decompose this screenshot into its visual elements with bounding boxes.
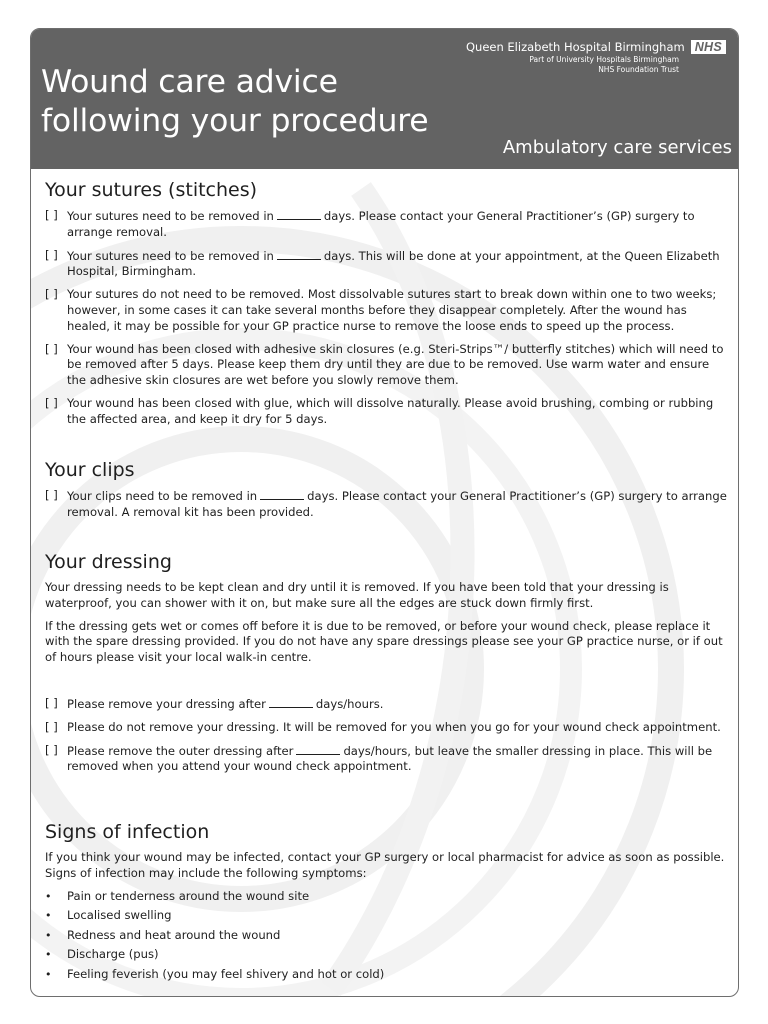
- clips-heading: Your clips: [45, 459, 135, 481]
- dressing-paragraph-1: Your dressing needs to be kept clean and dry until it is removed. If you have been told that your dressing is waterproof, you can shower with it on, but make sure all the edges are stuck down firmly first.: [45, 580, 669, 610]
- checklist-item: [45, 696, 729, 713]
- infection-paragraph: If you think your wound may be infected, contact your GP surgery or local pharmacist for advice as soon as possible. Signs of infection may include the following symptoms:: [45, 850, 725, 880]
- infection-heading: Signs of infection: [45, 821, 210, 843]
- trust-line-2: NHS Foundation Trust: [598, 65, 679, 74]
- bullet-icon: •: [45, 948, 52, 962]
- nhs-logo: NHS: [691, 40, 726, 54]
- dressing-paragraph-2: If the dressing gets wet or comes off before it is due to be removed, or before your wound check, please replace it with the spare dressing provided. If you do not have any spare dressings please see your GP practice nurse, or if out of hours please visit your local walk-in centre.: [45, 618, 723, 665]
- list-item: [45, 908, 729, 924]
- fill-in-blank[interactable]: [269, 696, 313, 708]
- infection-section: [45, 821, 729, 986]
- symptom-text: Discharge (pus): [67, 947, 159, 962]
- list-item: [45, 889, 729, 905]
- hospital-name: Queen Elizabeth Hospital Birmingham: [465, 40, 685, 54]
- clips-section: [45, 459, 729, 528]
- dressing-heading: Your dressing: [45, 551, 172, 573]
- document-body: [31, 169, 738, 996]
- checklist-item: [45, 396, 729, 428]
- dressing-section: [45, 551, 729, 782]
- item-text: Your clips need to be removed in: [67, 489, 258, 503]
- checkbox-bracket[interactable]: [ ]: [45, 719, 58, 734]
- item-text: days. Please contact your General Practitioner’s (GP) surgery to arrange removal. A removal kit has been provided.: [67, 489, 727, 519]
- item-text: days/hours, but leave the smaller dressing in place. This will be removed when you attend your wound check appointment.: [67, 743, 713, 774]
- checkbox-bracket[interactable]: [ ]: [45, 395, 58, 410]
- checkbox-bracket[interactable]: [ ]: [45, 341, 58, 356]
- hospital-branding: [426, 40, 726, 74]
- checkbox-bracket[interactable]: [ ]: [45, 287, 58, 302]
- document-header: [31, 29, 738, 169]
- bullet-icon: •: [45, 928, 52, 942]
- checklist-item: [45, 248, 729, 281]
- symptom-text: Feeling feverish (you may feel shivery and hot or cold): [67, 966, 385, 981]
- checklist-item: [45, 342, 729, 389]
- item-text: Your sutures need to be removed in: [67, 209, 274, 223]
- item-text: days. This will be done at your appointment, at the Queen Elizabeth Hospital, Birmingham.: [67, 248, 720, 279]
- list-item: [45, 947, 729, 963]
- bullet-icon: •: [45, 967, 52, 981]
- title-line-1: Wound care advice: [41, 64, 338, 100]
- item-text: Your wound has been closed with glue, which will dissolve naturally. Please avoid brushing, combing or rubbing the affected area, and keep it dry for 5 days.: [67, 395, 714, 426]
- checklist-item: [45, 208, 729, 241]
- fill-in-blank[interactable]: [277, 208, 321, 220]
- checklist-item: [45, 488, 729, 521]
- item-text: Your sutures do not need to be removed. Most dissolvable sutures start to break down within one to two weeks; however, in some cases it can take several months before they disappear completely. After the wound has healed, it may be possible for your GP practice nurse to remove the loose ends to speed up the process.: [67, 287, 717, 333]
- symptom-text: Pain or tenderness around the wound site: [67, 888, 310, 903]
- document-title: [41, 63, 521, 141]
- bullet-icon: •: [45, 889, 52, 903]
- checkbox-bracket[interactable]: [ ]: [45, 742, 58, 757]
- checklist-item: [45, 743, 729, 776]
- symptom-list: [45, 889, 729, 983]
- fill-in-blank[interactable]: [277, 248, 321, 260]
- checklist-item: [45, 720, 729, 736]
- item-text: Please do not remove your dressing. It will be removed for you when you go for your wound check appointment.: [67, 719, 721, 734]
- item-text: Your wound has been closed with adhesive skin closures (e.g. Steri-Strips™/ butterfly stitches) which will need to be removed after 5 days. Please keep them dry until they are due to be removed. Use warm water and ensure the adhesive skin closures are wet before you slowly remove them.: [67, 341, 724, 388]
- document-card: [30, 28, 739, 997]
- checklist-item: [45, 287, 729, 334]
- item-text: Please remove your dressing after: [67, 696, 266, 711]
- service-name: Ambulatory care services: [502, 137, 732, 158]
- item-text: days. Please contact your General Practitioner’s (GP) surgery to arrange removal.: [67, 209, 695, 239]
- checkbox-bracket[interactable]: [ ]: [45, 488, 58, 502]
- trust-line-1: Part of University Hospitals Birmingham: [529, 55, 679, 64]
- checkbox-bracket[interactable]: [ ]: [45, 208, 58, 222]
- item-text: Your sutures need to be removed in: [67, 248, 274, 263]
- item-text: Please remove the outer dressing after: [67, 743, 294, 758]
- checkbox-bracket[interactable]: [ ]: [45, 247, 58, 262]
- symptom-text: Localised swelling: [67, 908, 172, 923]
- sutures-section: [45, 179, 729, 435]
- list-item: [45, 967, 729, 983]
- symptom-text: Redness and heat around the wound: [67, 927, 281, 942]
- checkbox-bracket[interactable]: [ ]: [45, 695, 58, 710]
- fill-in-blank[interactable]: [296, 743, 340, 755]
- sutures-heading: Your sutures (stitches): [45, 179, 258, 201]
- item-text: days/hours.: [315, 696, 384, 711]
- bullet-icon: •: [45, 909, 52, 923]
- title-line-2: following your procedure: [41, 103, 429, 139]
- fill-in-blank[interactable]: [260, 488, 304, 500]
- list-item: [45, 928, 729, 944]
